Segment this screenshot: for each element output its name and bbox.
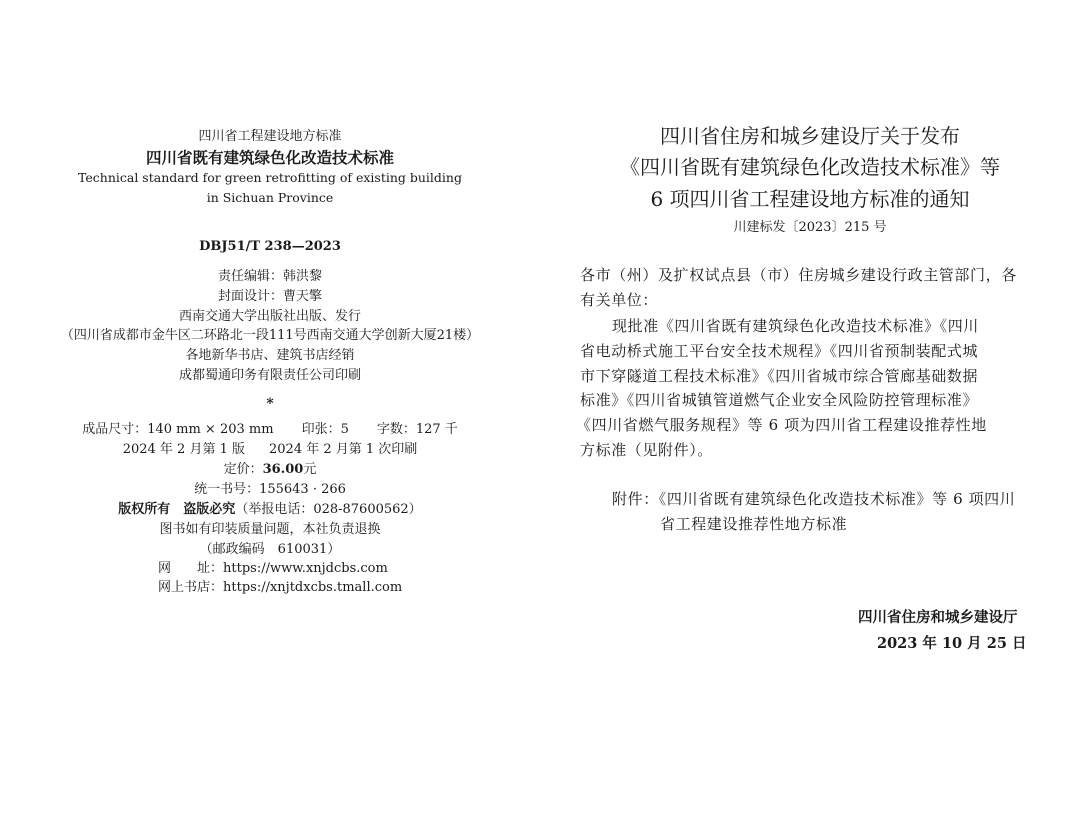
cover-design: 封面设计：曹天擎 <box>217 289 322 304</box>
addressee-line-2: 有关单位： <box>580 291 659 309</box>
edition-row <box>0 443 540 456</box>
separator: * <box>266 396 274 412</box>
sheets-label: 印张：5 <box>301 422 349 437</box>
website-url: https://www.xnjdcbs.com <box>223 561 388 576</box>
notice-title-3: 6 项四川省工程建设地方标准的通知 <box>650 187 970 211</box>
attachment-line-1: 附件：《四川省既有建筑绿色化改造技术标准》等 6 项四川 <box>612 490 1016 508</box>
publisher: 西南交通大学出版社出版、发行 <box>178 309 361 324</box>
publisher-address: （四川省成都市金牛区二环路北一段111号西南交通大学创新大厦21楼） <box>60 328 480 343</box>
notice-page <box>540 0 1080 839</box>
body-line-1: 现批准《四川省既有建筑绿色化改造技术标准》《四川 <box>612 317 979 335</box>
attachment-line-2: 省工程建设推荐性地方标准 <box>660 515 848 533</box>
price-row <box>0 463 540 476</box>
edition: 2024 年 2 月第 1 版 <box>122 442 245 457</box>
shop-row <box>158 581 402 594</box>
body-line-4: 标准》《四川省城镇管道燃气企业安全风险防控管理标准》 <box>580 391 979 409</box>
issuer: 四川省住房和城乡建设厅 <box>858 609 1018 626</box>
postcode: （邮政编码 610031） <box>199 542 341 557</box>
price-unit: 元 <box>303 462 317 477</box>
website-row <box>158 562 388 575</box>
notice-title-1: 四川省住房和城乡建设厅关于发布 <box>660 124 960 148</box>
words-label: 字数：127 千 <box>376 422 458 437</box>
series-name: 四川省工程建设地方标准 <box>198 129 342 144</box>
standard-title-cn: 四川省既有建筑绿色化改造技术标准 <box>145 148 394 167</box>
report-phone: （举报电话：028-87600562） <box>235 502 422 517</box>
website-label: 网 址： <box>158 561 224 576</box>
distributor: 各地新华书店、建筑书店经销 <box>185 348 355 363</box>
standard-title-en-2: in Sichuan Province <box>206 190 334 205</box>
book-number: 统一书号：155643 · 266 <box>194 482 346 497</box>
editor: 责任编辑：韩洪黎 <box>217 269 322 284</box>
standard-code: DBJ51/T 238—2023 <box>199 239 341 254</box>
body-line-3: 市下穿隧道工程技术标准》《四川省城市综合管廊基础数据 <box>580 367 979 385</box>
specs-row <box>0 423 540 436</box>
printer: 成都蜀通印务有限责任公司印刷 <box>178 368 361 383</box>
doc-number: 川建标发〔2023〕215 号 <box>733 220 887 235</box>
shop-url: https://xnjtdxcbs.tmall.com <box>223 580 403 595</box>
body-line-2: 省电动桥式施工平台安全技术规程》《四川省预制装配式城 <box>580 342 979 360</box>
copyright-row <box>0 503 540 516</box>
notice-title-2: 《四川省既有建筑绿色化改造技术标准》等 <box>620 155 1000 179</box>
issue-date: 2023 年 10 月 25 日 <box>877 635 1027 652</box>
shop-label: 网上书店： <box>158 580 224 595</box>
printing: 2024 年 2 月第 1 次印刷 <box>269 442 418 457</box>
quality-note: 图书如有印装质量问题，本社负责退换 <box>159 522 381 537</box>
standard-title-en-1: Technical standard for green retrofitting of existing building <box>78 170 462 185</box>
body-line-5: 《四川省燃气服务规程》等 6 项为四川省工程建设推荐性地 <box>576 416 987 434</box>
body-line-6: 方标准（见附件）。 <box>580 441 713 459</box>
copyright-notice: 版权所有 盗版必究 <box>118 502 236 517</box>
size-label: 成品尺寸：140 mm × 203 mm <box>82 422 274 437</box>
price-value: 36.00 <box>262 462 304 477</box>
price-label: 定价： <box>223 462 263 477</box>
addressee-line-1: 各市（州）及扩权试点县（市）住房城乡建设行政主管部门，各 <box>580 266 1017 284</box>
